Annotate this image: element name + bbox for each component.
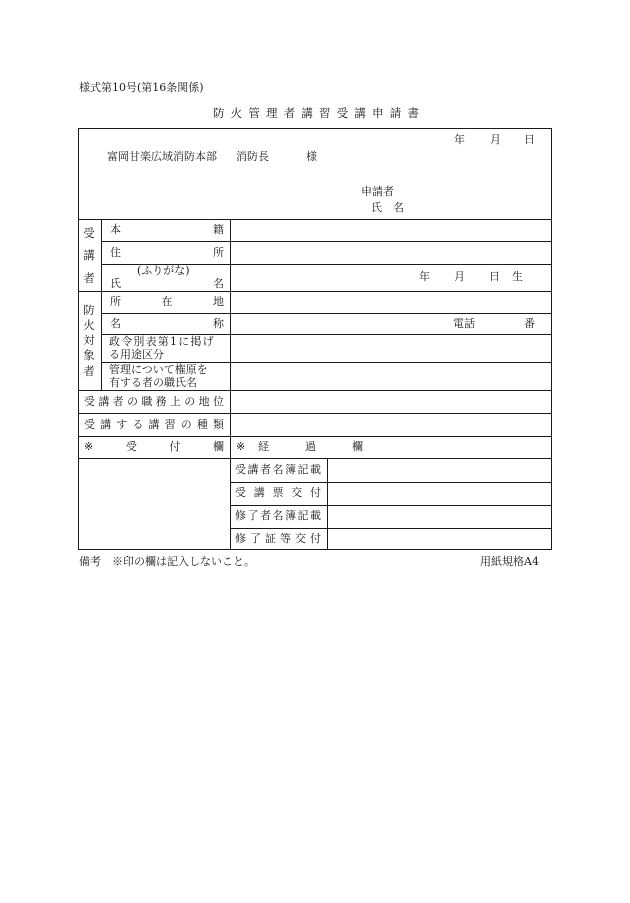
target-group-label: 防 火 対 象 者 <box>83 303 95 378</box>
phone-label: 電話 <box>453 317 475 330</box>
progress-row-certificate: 修 了 証 等 交 付 <box>235 532 321 545</box>
phone-suffix: 番 <box>524 317 535 330</box>
location-label: 所 在 地 <box>110 295 224 308</box>
recipient-honorific: 様 <box>306 150 317 163</box>
manager-label-line2: 有する者の職氏名 <box>109 376 197 389</box>
applicant-label: 申請者 <box>361 185 394 198</box>
receipt-header: ※ 受 付 欄 <box>84 440 224 453</box>
form-title: 防 火 管 理 者 講 習 受 講 申 請 書 <box>213 106 419 120</box>
date-day: 日 <box>524 133 535 146</box>
facility-name-label: 名 称 <box>110 317 224 330</box>
address-label: 住 所 <box>110 246 224 259</box>
recipient-chief: 消防長 <box>236 150 269 163</box>
paper-size: 用紙規格A4 <box>480 555 539 568</box>
position-label: 受 講 者 の 職 務 上 の 地 位 <box>84 395 224 408</box>
attendee-group-label: 受 講 者 <box>83 226 95 285</box>
progress-row-roster: 受 講 者 名 簿 記 載 <box>235 463 321 476</box>
progress-row-completion-roster: 修 了 者 名 簿 記 載 <box>235 509 321 522</box>
birth-suffix: 生 <box>512 270 523 283</box>
recipient-org: 富岡甘楽広域消防本部 <box>107 150 217 163</box>
progress-word-2: 過 <box>305 440 316 453</box>
manager-label: 管理について権原を <box>109 363 208 376</box>
birth-day: 日 <box>489 270 500 283</box>
progress-word-3: 欄 <box>352 440 363 453</box>
progress-row-ticket: 受 講 票 交 付 <box>235 486 321 499</box>
progress-word-1: 経 <box>258 440 269 453</box>
category-label-line2: る用途区分 <box>109 348 164 361</box>
date-year: 年 <box>454 133 465 146</box>
date-month: 月 <box>490 133 501 146</box>
honseki-label: 本 籍 <box>110 223 224 236</box>
progress-mark: ※ <box>236 440 246 453</box>
form-number: 様式第10号(第16条関係) <box>79 81 204 94</box>
furigana-label: (ふりがな) <box>137 264 190 277</box>
birth-month: 月 <box>454 270 465 283</box>
category-label: 政令別表第1に掲げ <box>109 335 215 348</box>
name-label: 氏 名 <box>110 277 224 290</box>
footer-note: 備考 ※印の欄は記入しないこと。 <box>79 555 255 568</box>
applicant-name-label: 氏 名 <box>371 201 404 214</box>
course-type-label: 受 講 す る 講 習 の 種 類 <box>84 418 224 431</box>
birth-year: 年 <box>419 270 430 283</box>
